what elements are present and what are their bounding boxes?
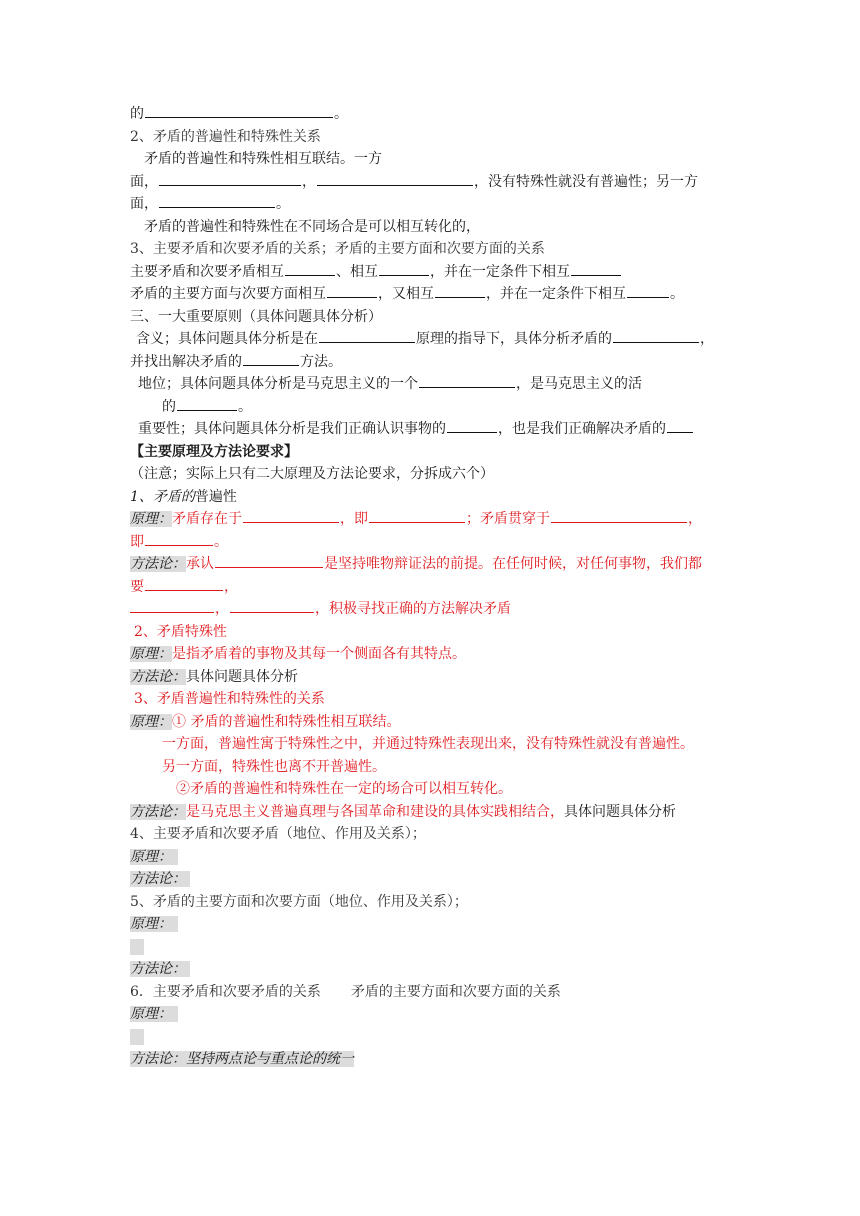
- fill-blank[interactable]: [419, 373, 515, 388]
- text: 含义；具体问题具体分析是在: [136, 331, 318, 347]
- text: 原理的指导下，具体分析矛盾的: [416, 331, 612, 347]
- text: ；矛盾贯穿于: [466, 511, 550, 527]
- method-line: [130, 801, 735, 824]
- principle-line: [130, 913, 735, 936]
- text: ，即: [340, 511, 368, 527]
- fill-blank[interactable]: [571, 261, 621, 276]
- text: 。: [670, 286, 684, 302]
- text: 矛盾存在于: [172, 511, 242, 527]
- label: 原理：: [130, 646, 172, 662]
- fill-blank[interactable]: [627, 283, 669, 298]
- method-line: [130, 958, 735, 981]
- empty-paragraph-marker: [130, 939, 144, 955]
- item-heading: 5、矛盾的主要方面和次要方面（地位、作用及关系）；: [130, 893, 468, 910]
- fill-blank[interactable]: [215, 553, 323, 568]
- text: 的: [162, 398, 176, 415]
- item-heading: [130, 981, 735, 1004]
- text: 面，: [130, 196, 158, 212]
- fill-blank[interactable]: [145, 576, 223, 591]
- fill-blank[interactable]: [145, 103, 333, 118]
- text: 矛盾的主要方面和次要方面的关系: [350, 983, 561, 1000]
- section-heading: 3、主要矛盾和次要矛盾的关系；矛盾的主要方面和次要方面的关系: [130, 241, 545, 257]
- line-14: [130, 396, 735, 419]
- text: 、相互: [336, 263, 378, 280]
- fill-blank[interactable]: [317, 171, 473, 186]
- label: 方法论：坚持两点论与重点论的统一: [130, 1051, 354, 1067]
- note-line: （注意；实际上只有二大原理及方法论要求，分拆成六个）: [130, 466, 494, 482]
- text: 1、矛盾的: [130, 488, 195, 505]
- line-13: [130, 373, 735, 396]
- empty-line: [130, 1026, 735, 1049]
- fill-blank[interactable]: [159, 171, 301, 186]
- text: ，又相互: [378, 286, 434, 302]
- fill-blank[interactable]: [145, 531, 213, 546]
- principle-line: [130, 1003, 735, 1026]
- label: 原理：: [130, 1006, 178, 1022]
- fill-blank[interactable]: [159, 193, 275, 208]
- text: 重要性；具体问题具体分析是我们正确认识事物的: [138, 421, 446, 437]
- section-heading: 2、矛盾的普遍性和特殊性关系: [130, 128, 321, 145]
- fill-blank[interactable]: [551, 508, 687, 523]
- text: ，: [215, 601, 229, 617]
- item-heading: 4、主要矛盾和次要矛盾（地位、作用及关系）；: [130, 826, 426, 842]
- item-heading: [130, 486, 735, 509]
- label: 方法论：: [130, 668, 186, 685]
- fill-blank[interactable]: [327, 283, 377, 298]
- line-11: [130, 328, 735, 351]
- method-line: [130, 666, 735, 689]
- principle-line: [130, 643, 735, 666]
- text: 6．主要矛盾和次要矛盾的关系: [130, 983, 321, 1000]
- principle-line: [130, 711, 735, 734]
- text: ，是马克思主义的活: [516, 376, 642, 392]
- method-line: [130, 868, 735, 891]
- line-12: [130, 351, 735, 374]
- line-15: [130, 418, 735, 441]
- fill-blank[interactable]: [243, 351, 299, 366]
- text: 。: [276, 196, 290, 212]
- fill-blank[interactable]: [230, 598, 314, 613]
- empty-paragraph-marker: [130, 1029, 144, 1045]
- text: 承认: [186, 556, 214, 572]
- method-line: [130, 553, 735, 576]
- text: 。: [334, 106, 348, 122]
- line-8: [130, 261, 735, 284]
- text: ，也是我们正确解决矛盾的: [498, 421, 666, 437]
- item-heading: 2、矛盾特殊性: [134, 623, 227, 640]
- text: 是指矛盾着的事物及其每一个侧面各有其特点。: [172, 646, 466, 662]
- text: ，: [700, 331, 714, 347]
- fill-blank[interactable]: [319, 328, 415, 343]
- text: ，没有特殊性就没有普遍性；另一方: [474, 173, 698, 190]
- fill-blank[interactable]: [285, 261, 335, 276]
- label: 原理：: [130, 713, 172, 730]
- section-heading: 三、一大重要原则（具体问题具体分析）: [130, 308, 382, 325]
- empty-line: [130, 936, 735, 959]
- line-6: 矛盾的普遍性和特殊性在不同场合是可以相互转化的，: [144, 218, 480, 235]
- fill-blank[interactable]: [177, 396, 237, 411]
- line-20: [130, 531, 735, 554]
- text: 普遍性: [194, 488, 237, 505]
- label: 原理：: [130, 849, 178, 865]
- fill-blank[interactable]: [435, 283, 485, 298]
- line-3: 矛盾的普遍性和特殊性相互联结。一方: [144, 151, 382, 167]
- label: 方法论：: [130, 556, 186, 572]
- principle-line: [130, 508, 735, 531]
- text: 是坚持唯物辩证法的前提。在任何时候，对任何事物，我们都: [324, 556, 702, 572]
- text: 地位；具体问题具体分析是马克思主义的一个: [138, 376, 418, 392]
- section-heading: 【主要原理及方法论要求】: [130, 443, 298, 460]
- line-30: 另一方面，特殊性也离不开普遍性。: [162, 758, 386, 775]
- label: 原理：: [130, 511, 172, 527]
- text: 主要矛盾和次要矛盾相互: [130, 263, 284, 280]
- line-29: 一方面，普遍性寓于特殊性之中，并通过特殊性表现出来，没有特殊性就没有普遍性。: [162, 736, 694, 752]
- label: 方法论：: [130, 803, 186, 820]
- line-1: [130, 103, 735, 126]
- line-31: ②矛盾的普遍性和特殊性在一定的场合可以相互转化。: [176, 781, 512, 797]
- fill-blank[interactable]: [369, 508, 465, 523]
- line-4: [130, 171, 735, 194]
- fill-blank[interactable]: [379, 261, 429, 276]
- text: 具体问题具体分析: [186, 668, 298, 685]
- fill-blank[interactable]: [130, 598, 214, 613]
- text: ，: [688, 511, 702, 527]
- fill-blank[interactable]: [447, 418, 497, 433]
- method-line: [130, 1048, 735, 1071]
- label: 方法论：: [130, 961, 190, 977]
- text: 即: [130, 533, 144, 550]
- text: 的: [130, 106, 144, 122]
- document-page: [130, 103, 735, 1071]
- text: 具体问题具体分析: [564, 803, 676, 820]
- text: ，积极寻找正确的方法解决矛盾: [315, 601, 511, 617]
- fill-blank[interactable]: [667, 418, 693, 433]
- fill-blank[interactable]: [243, 508, 339, 523]
- text: ，并在一定条件下相互: [486, 286, 626, 302]
- text: ，并在一定条件下相互: [430, 263, 570, 280]
- text: ，: [302, 173, 316, 190]
- text: ① 矛盾的普遍性和特殊性相互联结。: [172, 713, 401, 730]
- label: 原理：: [130, 916, 178, 932]
- text: ，: [224, 578, 238, 595]
- text: 。: [214, 533, 228, 550]
- text: 。: [238, 398, 252, 415]
- principle-line: [130, 846, 735, 869]
- text: 并找出解决矛盾的: [130, 353, 242, 370]
- label: 方法论：: [130, 871, 190, 887]
- fill-blank[interactable]: [613, 328, 699, 343]
- line-5: [130, 193, 735, 216]
- text: 面，: [130, 173, 158, 190]
- line-9: [130, 283, 735, 306]
- text: 矛盾的主要方面与次要方面相互: [130, 286, 326, 302]
- line-23: [130, 598, 735, 621]
- line-22: [130, 576, 735, 599]
- text: 要: [130, 578, 144, 595]
- text: 方法。: [300, 353, 342, 370]
- item-heading: 3、矛盾普遍性和特殊性的关系: [134, 691, 325, 707]
- text: 是马克思主义普遍真理与各国革命和建设的具体实践相结合，: [186, 803, 564, 820]
